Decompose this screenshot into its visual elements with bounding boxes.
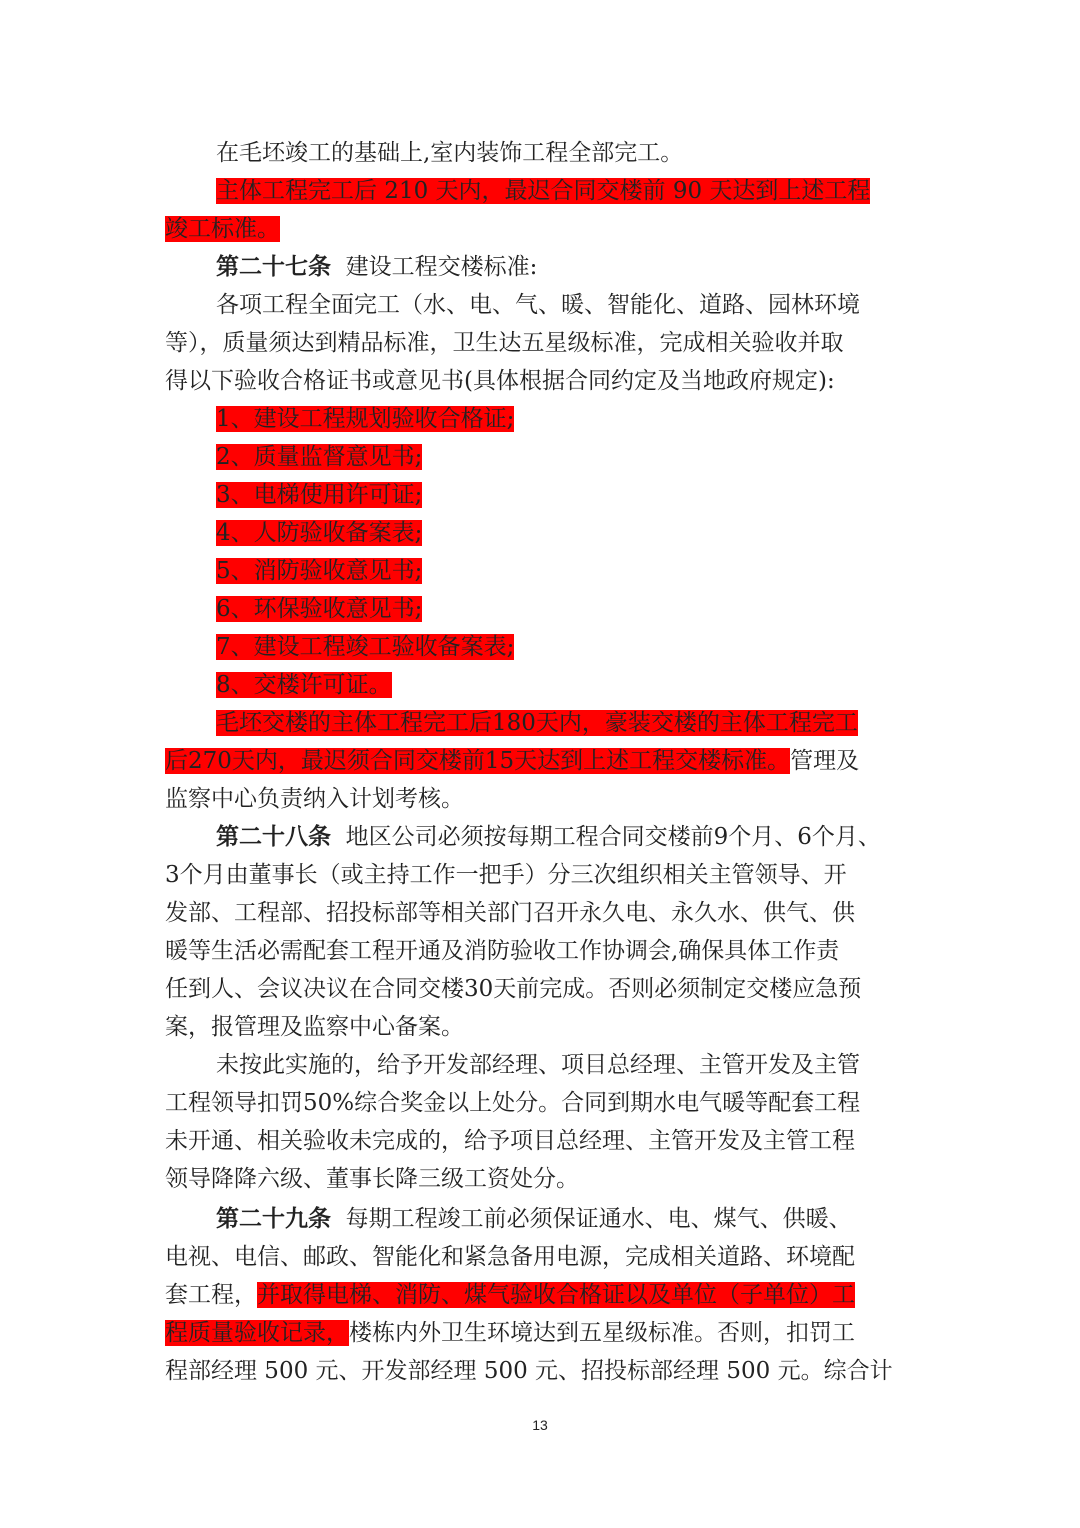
line-text: 3个月由董事长（或主持工作一把手）分三次组织相关主管领导、开 <box>165 862 847 888</box>
text-line-highlighted <box>165 704 925 742</box>
page-number: 13 <box>532 1417 548 1433</box>
text-line <box>165 286 925 324</box>
highlighted-text: 并取得电梯、消防、煤气验收合格证以及单位（子单位）工 <box>257 1282 855 1308</box>
highlighted-text: 8、交楼许可证。 <box>216 672 392 698</box>
article-number: 第二十七条 <box>216 253 331 280</box>
list-item <box>165 438 925 476</box>
text-line <box>165 1314 925 1352</box>
highlighted-text: 主体工程完工后 210 天内，最迟合同交楼前 90 天达到上述工程 <box>216 178 871 204</box>
line-text: 每期工程竣工前必须保证通水、电、煤气、供暖、 <box>345 1206 852 1232</box>
highlighted-text: 毛坯交楼的主体工程完工后180天内，豪装交楼的主体工程完工 <box>216 710 858 736</box>
highlighted-text: 1、建设工程规划验收合格证; <box>216 406 515 432</box>
line-text: 程部经理 500 元、开发部经理 500 元、招投标部经理 500 元。综合计 <box>165 1358 893 1384</box>
list-item <box>165 666 925 704</box>
list-item <box>165 590 925 628</box>
text-line <box>165 1238 925 1276</box>
line-text: 得以下验收合格证书或意见书(具体根据合同约定及当地政府规定): <box>165 368 835 394</box>
text-line <box>165 134 925 172</box>
line-text: 工程领导扣罚50%综合奖金以上处分。合同到期水电气暖等配套工程 <box>165 1090 861 1116</box>
text-line-highlighted <box>165 210 925 248</box>
highlighted-text: 5、消防验收意见书; <box>216 558 423 584</box>
article-number: 第二十八条 <box>216 823 331 850</box>
line-text: 监察中心负责纳入计划考核。 <box>165 786 464 812</box>
highlighted-text: 后270天内，最迟须合同交楼前15天达到上述工程交楼标准。 <box>165 748 791 774</box>
line-text: 管理及 <box>790 748 860 774</box>
article-27-heading <box>165 248 925 286</box>
article-29-heading <box>165 1200 925 1238</box>
text-line <box>165 1160 925 1198</box>
line-text: 案，报管理及监察中心备案。 <box>165 1014 464 1040</box>
line-text: 领导降降六级、董事长降三级工资处分。 <box>165 1166 579 1192</box>
text-line <box>165 1008 925 1046</box>
line-text: 套工程， <box>165 1282 257 1308</box>
article-title: 建设工程交楼标准: <box>345 254 538 280</box>
article-28-heading <box>165 818 925 856</box>
text-line <box>165 932 925 970</box>
article-number: 第二十九条 <box>216 1205 331 1232</box>
line-text: 未开通、相关验收未完成的，给予项目总经理、主管开发及主管工程 <box>165 1128 855 1154</box>
list-item <box>165 514 925 552</box>
highlighted-text: 4、人防验收备案表; <box>216 520 423 546</box>
list-item <box>165 400 925 438</box>
highlighted-text: 3、电梯使用许可证; <box>216 482 423 508</box>
line-text: 发部、工程部、招投标部等相关部门召开永久电、永久水、供气、供 <box>165 900 855 926</box>
line-text: 楼栋内外卫生环境达到五星级标准。否则，扣罚工 <box>349 1320 855 1346</box>
highlighted-text: 程质量验收记录， <box>165 1320 349 1346</box>
line-text: 地区公司必须按每期工程合同交楼前9个月、6个月、 <box>345 824 881 850</box>
text-line-highlighted <box>165 172 925 210</box>
line-text: 电视、电信、邮政、智能化和紧急备用电源，完成相关道路、环境配 <box>165 1244 855 1270</box>
line-text: 各项工程全面完工（水、电、气、暖、智能化、道路、园林环境 <box>216 292 860 318</box>
text-line <box>165 362 925 400</box>
text-line <box>165 856 925 894</box>
text-line <box>165 970 925 1008</box>
text-line <box>165 1352 925 1390</box>
text-line <box>165 324 925 362</box>
text-line <box>165 1276 925 1314</box>
line-text: 等），质量须达到精品标准，卫生达五星级标准，完成相关验收并取 <box>165 330 844 356</box>
text-line <box>165 780 925 818</box>
list-item <box>165 476 925 514</box>
highlighted-text: 竣工标准。 <box>165 216 280 242</box>
highlighted-text: 7、建设工程竣工验收备案表; <box>216 634 515 660</box>
list-item <box>165 552 925 590</box>
line-text: 暖等生活必需配套工程开通及消防验收工作协调会,确保具体工作责 <box>165 938 840 964</box>
text-line <box>165 1084 925 1122</box>
highlighted-text: 6、环保验收意见书; <box>216 596 423 622</box>
highlighted-text: 2、质量监督意见书; <box>216 444 423 470</box>
list-item <box>165 628 925 666</box>
text-line <box>165 1122 925 1160</box>
text-line <box>165 742 925 780</box>
line-text: 任到人、会议决议在合同交楼30天前完成。否则必须制定交楼应急预 <box>165 976 862 1002</box>
line-text: 未按此实施的，给予开发部经理、项目总经理、主管开发及主管 <box>216 1052 860 1078</box>
line-text: 在毛坯竣工的基础上,室内装饰工程全部完工。 <box>216 140 684 166</box>
text-line <box>165 894 925 932</box>
text-line <box>165 1046 925 1084</box>
